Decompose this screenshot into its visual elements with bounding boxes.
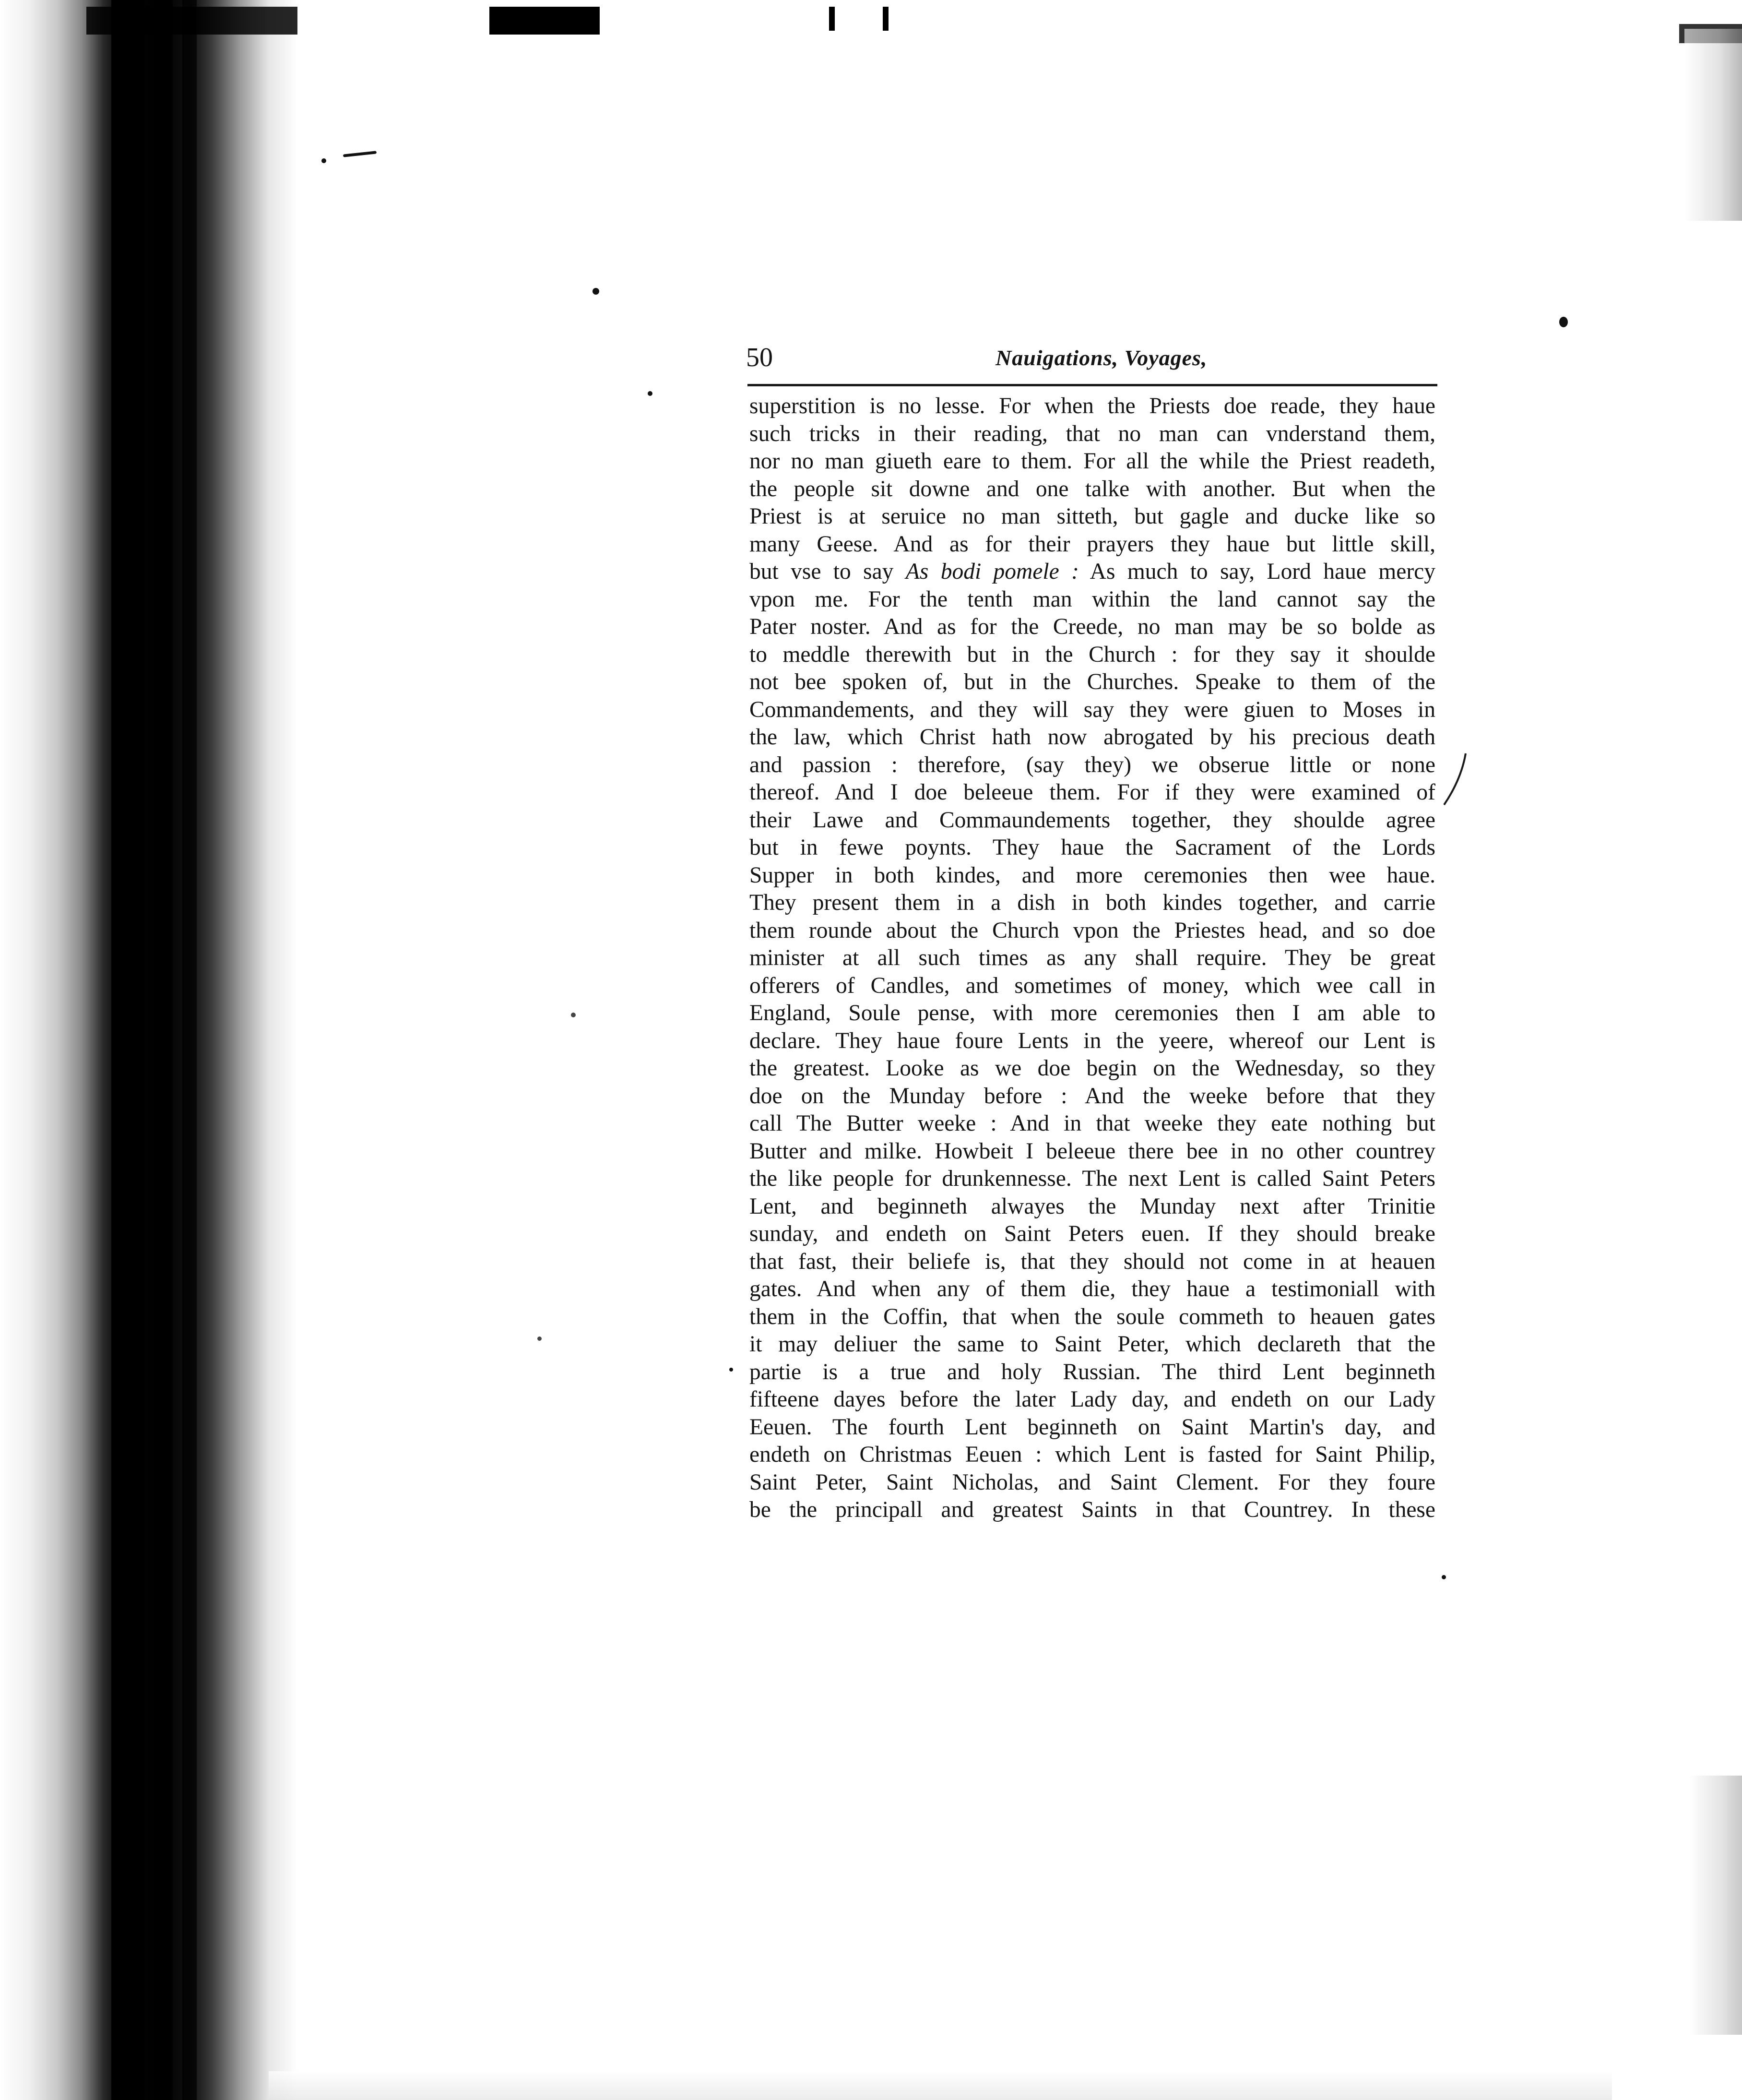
text-line: to meddle therewith but in the Church : for they say it shoulde	[749, 642, 1435, 667]
scan-speck	[1442, 1575, 1446, 1579]
text-line: endeth on Christmas Eeuen : which Lent is fasted for Saint Philip,	[749, 1442, 1435, 1467]
scan-top-tick	[883, 7, 889, 31]
text-line: them in the Coffin, that when the soule commeth to heauen gates	[749, 1304, 1435, 1329]
page-number: 50	[746, 343, 773, 372]
text-line: Priest is at seruice no man sitteth, but gagle and ducke like so	[749, 504, 1435, 529]
text-line: declare. They haue foure Lents in the yeere, whereof our Lent is	[749, 1028, 1435, 1053]
scan-speck	[321, 158, 326, 163]
running-head	[746, 341, 1437, 384]
text-line: Commandements, and they will say they were giuen to Moses in	[749, 697, 1435, 722]
text-line: Supper in both kindes, and more ceremonies then wee haue.	[749, 862, 1435, 888]
text-line: offerers of Candles, and sometimes of money, which wee call in	[749, 973, 1435, 998]
text-line: their Lawe and Commaundements together, they shoulde agree	[749, 807, 1435, 833]
header-rule	[747, 384, 1437, 386]
scan-gutter-streak	[111, 0, 145, 2100]
text-segment: but vse to say	[749, 559, 894, 584]
text-line: the like people for drunkennesse. The next Lent is called Saint Peters	[749, 1166, 1435, 1191]
text-line: superstition is no lesse. For when the Priests doe reade, they haue	[749, 394, 1435, 418]
scan-speck	[729, 1368, 733, 1372]
scan-top-bar	[86, 7, 297, 35]
scan-top-bar	[489, 7, 600, 35]
text-line: them rounde about the Church vpon the Priestes head, and so doe	[749, 918, 1435, 943]
text-line	[749, 558, 1435, 586]
text-line: partie is a true and holy Russian. The third Lent beginneth	[749, 1359, 1435, 1384]
scan-speck	[593, 288, 599, 295]
text-line: it may deliuer the same to Saint Peter, which declareth that the	[749, 1332, 1435, 1357]
text-line: Lent, and beginneth alwayes the Munday next after Trinitie	[749, 1193, 1435, 1219]
text-line: minister at all such times as any shall require. They be great	[749, 945, 1435, 970]
text-line: Pater noster. And as for the Creede, no man may be so bolde as	[749, 614, 1435, 639]
text-line: fifteene dayes before the later Lady day, and endeth on our Lady	[749, 1387, 1435, 1412]
scan-bottom-edge-shadow	[269, 2071, 1612, 2100]
running-title: Nauigations, Voyages,	[995, 346, 1208, 370]
scan-gutter-streak	[182, 0, 197, 2100]
text-line: thereof. And I doe beleeue them. For if they were examined of	[749, 780, 1435, 805]
text-line: such tricks in their reading, that no man can vnderstand them,	[749, 421, 1435, 446]
scan-speck	[1559, 317, 1568, 327]
text-line: Eeuen. The fourth Lent beginneth on Saint Martin's day, and	[749, 1414, 1435, 1440]
text-line: be the principall and greatest Saints in that Countrey. In these	[749, 1497, 1435, 1522]
scan-speck	[537, 1336, 542, 1341]
text-line: the greatest. Looke as we doe begin on the Wednesday, so they	[749, 1056, 1435, 1081]
russian-phrase: As bodi pomele :	[905, 559, 1079, 584]
text-line: England, Soule pense, with more ceremonies then I am able to	[749, 1001, 1435, 1026]
text-line: not bee spoken of, but in the Churches. Speake to them of the	[749, 669, 1435, 694]
text-line: sunday, and endeth on Saint Peters euen. If they should breake	[749, 1221, 1435, 1246]
text-line: call The Butter weeke : And in that weeke they eate nothing but	[749, 1111, 1435, 1136]
text-line: Saint Peter, Saint Nicholas, and Saint Clement. For they foure	[749, 1469, 1435, 1495]
text-segment: As much to say, Lord haue mercy	[1090, 559, 1435, 584]
scan-speck	[571, 1013, 576, 1017]
margin-pen-mark	[1442, 751, 1470, 809]
text-line: the people sit downe and one talke with another. But when the	[749, 476, 1435, 501]
text-line: gates. And when any of them die, they haue a testimoniall with	[749, 1277, 1435, 1301]
scan-speck	[648, 391, 652, 396]
text-line: that fast, their beliefe is, that they should not come in at heauen	[749, 1249, 1435, 1274]
text-line: the law, which Christ hath now abrogated by his precious death	[749, 725, 1435, 750]
text-line: nor no man giueth eare to them. For all the while the Priest readeth,	[749, 449, 1435, 474]
text-line: many Geese. And as for their prayers they haue but little skill,	[749, 531, 1435, 557]
scan-gutter-streak	[154, 0, 173, 2100]
text-line: vpon me. For the tenth man within the land cannot say the	[749, 586, 1435, 612]
text-line: Butter and milke. Howbeit I beleeue there bee in no other countrey	[749, 1138, 1435, 1164]
text-line: and passion : therefore, (say they) we obserue little or none	[749, 752, 1435, 777]
scan-top-tick	[829, 7, 835, 31]
scan-gutter-shadow	[0, 0, 297, 2100]
body-text	[749, 393, 1435, 1524]
text-line: They present them in a dish in both kindes together, and carrie	[749, 890, 1435, 915]
text-line: but in fewe poynts. They haue the Sacrament of the Lords	[749, 835, 1435, 860]
scan-right-edge-shadow	[1684, 29, 1742, 221]
scan-right-edge-shadow	[1689, 1776, 1742, 2035]
scan-mark	[343, 151, 377, 157]
text-line: doe on the Munday before : And the weeke before that they	[749, 1083, 1435, 1109]
